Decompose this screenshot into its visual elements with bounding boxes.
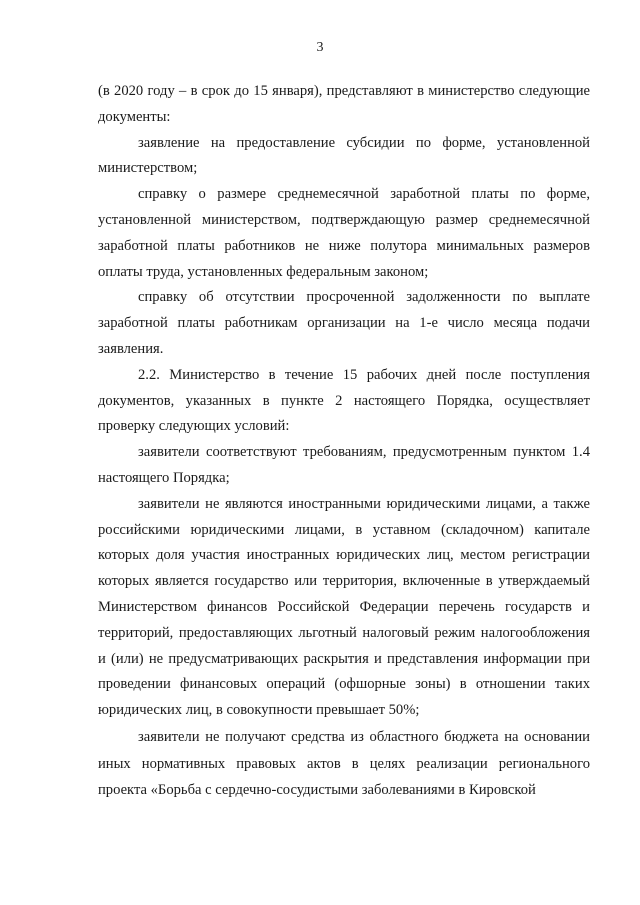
paragraph-section-2-2: 2.2. Министерство в течение 15 рабочих дней после поступления документов, указанных в пункте 2 настоящего Порядка, осуществляет проверку следующих условий: <box>98 366 590 435</box>
paragraph-foreign-entities: заявители не являются иностранными юридическими лицами, а также российскими юридическими лицами, в уставном (складочном) капитале которых доля участия иностранных юридических лиц, местом регистрации которых является государство или территория, включенные в утверждаемый Министерством финансов Российской Федерации перечень государств и территорий, предоставляющих льготный налоговый режим налогообложения и (или) не предусматривающих раскрытия и представления информации при проведении финансовых операций (офшорные зоны) в отношении таких юридических лиц, в совокупности превышает 50%; <box>98 495 590 719</box>
paragraph-requirements: заявители соответствуют требованиям, предусмотренным пунктом 1.4 настоящего Порядка; <box>98 444 590 486</box>
page-number: 3 <box>316 40 324 55</box>
document-body <box>98 79 590 804</box>
paragraph-application: заявление на предоставление субсидии по форме, установленной министерством; <box>98 134 590 177</box>
paragraph-intro: (в 2020 году – в срок до 15 января), представляют в министерство следующие документы: <box>98 83 590 125</box>
paragraph-debt-certificate: справку об отсутствии просроченной задолженности по выплате заработной платы работникам организации на 1-е число месяца подачи заявления. <box>98 289 590 357</box>
paragraph-budget-funds: заявители не получают средства из областного бюджета на основании иных нормативных правовых актов в целях реализации регионального проекта «Борьба с сердечно-сосудистыми заболеваниями в Кировской <box>98 728 590 799</box>
paragraph-salary-certificate: справку о размере среднемесячной заработной платы по форме, установленной министерством, подтверждающую размер среднемесячной заработной платы работников не ниже полутора минимальных размеров оплаты труда, установленных федеральным законом; <box>98 186 590 280</box>
